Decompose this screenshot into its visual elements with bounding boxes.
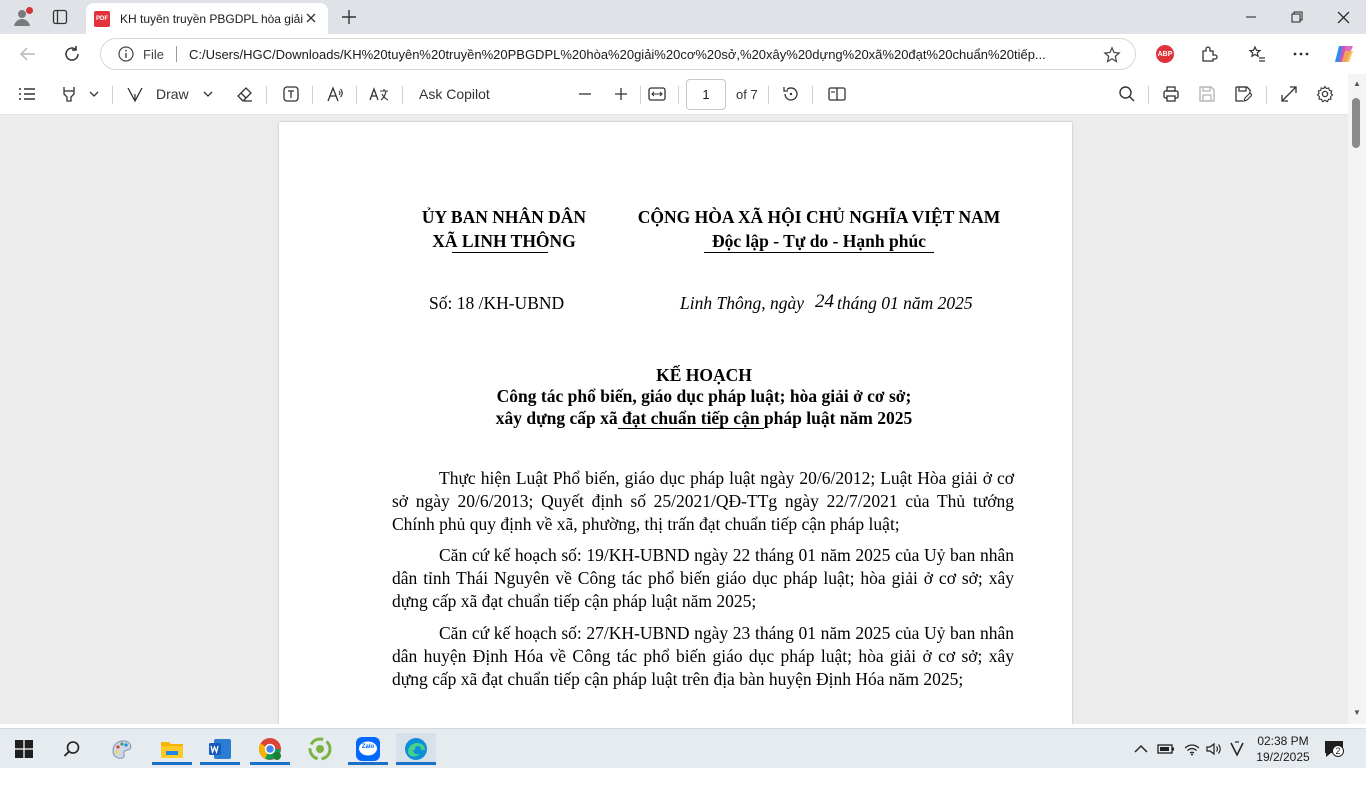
fit-to-width-button[interactable] (646, 82, 668, 106)
tab-actions-icon (52, 9, 68, 25)
adblock-extension-button[interactable] (1154, 43, 1176, 65)
chevron-down-icon (203, 90, 213, 98)
address-scheme-label: File (143, 46, 164, 62)
taskbar-app-paint[interactable] (102, 733, 142, 765)
document-date-prefix: Linh Thông, ngày (680, 293, 804, 313)
draw-options-button[interactable] (200, 82, 216, 106)
copilot-icon (1333, 43, 1355, 65)
back-button[interactable] (14, 40, 42, 68)
wifi-icon (1183, 742, 1201, 756)
windows-logo-icon (15, 740, 33, 758)
toolbar-divider (640, 86, 641, 104)
search-icon (1118, 85, 1136, 103)
word-icon (208, 737, 232, 761)
clock-time: 02:38 PM (1257, 734, 1309, 748)
tab-strip (0, 0, 1366, 34)
minimize-button[interactable] (1228, 0, 1274, 34)
commune-underline (452, 252, 548, 253)
pdf-page (279, 122, 1072, 724)
document-date-day: 24 (815, 291, 834, 312)
green-swirl-icon (308, 737, 332, 761)
close-icon (305, 12, 317, 24)
scroll-down-arrow-icon[interactable]: ▼ (1353, 707, 1361, 717)
site-info-icon[interactable] (117, 45, 135, 63)
chevron-up-icon (1134, 744, 1148, 754)
toolbar-divider (768, 86, 769, 104)
erase-button[interactable] (234, 82, 256, 106)
add-text-button[interactable] (280, 82, 302, 106)
tray-battery-button[interactable] (1156, 738, 1176, 760)
full-screen-button[interactable] (1278, 82, 1300, 106)
national-title: CỘNG HÒA XÃ HỘI CHỦ NGHĨA VIỆT NAM (637, 207, 1001, 227)
toolbar-divider (402, 86, 403, 104)
translate-button[interactable] (368, 82, 390, 106)
tab-title: KH tuyên truyền PBGDPL hòa giải (120, 11, 303, 26)
fit-width-icon (648, 87, 666, 101)
url-text[interactable]: C:/Users/HGC/Downloads/KH%20tuyên%20truyền%20PBGDPL%20hòa%20giải%20cơ%20sở,%20xây%20dựng%20xã%20đạt%20chuẩn%20tiếp... (188, 46, 1046, 62)
table-of-contents-button[interactable] (16, 82, 38, 106)
toolbar-divider (266, 86, 267, 104)
zoom-in-button[interactable] (610, 82, 632, 106)
print-button[interactable] (1160, 82, 1182, 106)
page-count-label: of 7 (736, 87, 758, 102)
document-subtitle-line1: Công tác phổ biến, giáo dục pháp luật; hòa giải ở cơ sở; (496, 386, 912, 406)
puzzle-icon (1200, 45, 1218, 63)
national-motto: Độc lập - Tự do - Hạnh phúc (712, 231, 926, 251)
taskbar-app-edge[interactable] (396, 733, 436, 765)
active-tab[interactable] (86, 3, 328, 34)
zalo-label: Zalo (361, 744, 375, 750)
ask-copilot-label: Ask Copilot (419, 86, 490, 102)
folder-icon (160, 738, 184, 760)
taskbar-app-word[interactable] (200, 733, 240, 765)
taskbar-app-zalo[interactable] (348, 733, 388, 765)
notification-center-button[interactable] (1323, 739, 1345, 759)
eraser-icon (236, 85, 254, 103)
body-paragraph-1: Thực hiện Luật Phổ biến, giáo dục pháp luật ngày 20/6/2012; Luật Hòa giải ở cơ sở ngày 20/6/2013; Quyết định số 25/2021/QĐ-TTg ngày 22/7/2021 của Thủ tướng Chính phủ quy định về xã, phường, thị trấn đạt chuẩn tiếp cận pháp luật; (392, 468, 1014, 534)
pen-icon (126, 85, 144, 103)
extensions-button[interactable] (1198, 43, 1220, 65)
printer-icon (1162, 85, 1180, 103)
screen-bottom-edge (0, 768, 1366, 786)
save-as-button[interactable] (1232, 82, 1254, 106)
refresh-button[interactable] (58, 40, 86, 68)
search-button[interactable] (52, 733, 92, 765)
toolbar-divider (112, 86, 113, 104)
page-number-input[interactable]: 1 (686, 79, 726, 110)
body-paragraph-3: Căn cứ kế hoạch số: 27/KH-UBND ngày 23 tháng 01 năm 2025 của Uỷ ban nhân dân huyện Định Hóa về Công tác phổ biến giáo dục pháp luật; hòa giải ở cơ sở; xây dựng cấp xã đạt chuẩn tiếp cận pháp luật trên địa bàn huyện Định Hóa năm 2025; (392, 623, 1014, 689)
zoom-out-button[interactable] (574, 82, 596, 106)
running-indicator (396, 762, 436, 765)
tray-network-button[interactable] (1182, 738, 1202, 760)
tray-volume-button[interactable] (1204, 738, 1224, 760)
body-paragraph-2: Căn cứ kế hoạch số: 19/KH-UBND ngày 22 tháng 01 năm 2025 của Uỷ ban nhân dân tỉnh Thái Nguyên về Công tác phổ biến giáo dục pháp luật; hòa giải ở cơ sở; xây dựng cấp xã đạt chuẩn tiếp cận pháp luật năm 2025; (392, 545, 1014, 611)
toolbar-divider (678, 86, 679, 104)
plus-icon (341, 9, 357, 25)
minus-icon (578, 87, 592, 101)
highlight-button[interactable] (58, 82, 80, 106)
system-clock[interactable] (1248, 733, 1318, 765)
chevron-down-icon (89, 90, 99, 98)
taskbar (0, 728, 1366, 768)
settings-more-button[interactable] (1290, 43, 1312, 65)
save-disk-icon (1198, 85, 1216, 103)
document-subtitle-line2: xây dựng cấp xã đạt chuẩn tiếp cận pháp luật năm 2025 (495, 408, 913, 428)
start-button[interactable] (4, 733, 44, 765)
running-indicator (200, 762, 240, 765)
back-arrow-icon (19, 45, 37, 63)
plus-icon (614, 87, 628, 101)
profile-button[interactable] (8, 4, 36, 30)
tab-actions-button[interactable] (48, 5, 72, 29)
document-number: Số: 18 /KH-UBND (429, 293, 565, 313)
tab-close-button[interactable] (304, 11, 318, 25)
toolbar-divider (1266, 86, 1267, 104)
agency-name: ỦY BAN NHÂN DÂN (421, 207, 587, 227)
save-button[interactable] (1196, 82, 1218, 106)
close-window-button[interactable] (1320, 0, 1366, 34)
close-icon (1337, 11, 1350, 24)
commune-name: XÃ LINH THÔNG (432, 231, 576, 251)
more-dots-icon (1292, 45, 1310, 63)
chrome-icon (258, 737, 282, 761)
taskbar-app-file-explorer[interactable] (152, 733, 192, 765)
refresh-icon (63, 45, 81, 63)
rotate-button[interactable] (780, 82, 802, 106)
read-aloud-button[interactable] (324, 82, 346, 106)
vertical-scrollbar[interactable] (1348, 74, 1366, 724)
running-indicator (250, 762, 290, 765)
address-bar[interactable] (100, 38, 1136, 70)
pdf-file-icon: PDF (94, 11, 110, 27)
pdf-toolbar (0, 74, 1366, 115)
ask-copilot-button[interactable] (412, 82, 498, 106)
taskbar-app-green[interactable] (300, 733, 340, 765)
favorite-star-icon[interactable] (1103, 46, 1121, 67)
adblock-icon: ABP (1156, 45, 1174, 63)
favorites-button[interactable] (1246, 43, 1268, 65)
tray-input-method-button[interactable] (1228, 738, 1246, 760)
restore-icon (1291, 11, 1303, 23)
edge-icon (404, 737, 428, 761)
search-icon (63, 740, 81, 758)
taskbar-app-chrome[interactable] (250, 733, 290, 765)
page-view-icon (828, 86, 846, 102)
motto-underline (704, 252, 934, 253)
draw-label: Draw (156, 86, 189, 102)
contents-list-icon (18, 87, 36, 101)
scroll-up-arrow-icon[interactable]: ▲ (1353, 78, 1361, 88)
copilot-button[interactable] (1332, 42, 1356, 66)
pdf-viewer[interactable] (0, 115, 1348, 724)
minimize-icon (1245, 11, 1257, 23)
document-title: KẾ HOẠCH (656, 365, 752, 385)
rotate-icon (782, 85, 800, 103)
notification-count-badge: 2 (1332, 745, 1344, 757)
running-indicator (348, 762, 388, 765)
gear-icon (1316, 85, 1334, 103)
document-date-suffix: tháng 01 năm 2025 (837, 293, 973, 313)
clock-date: 19/2/2025 (1256, 750, 1310, 764)
toolbar-divider (812, 86, 813, 104)
navigation-bar (0, 34, 1366, 74)
show-hidden-icons-button[interactable] (1132, 738, 1150, 760)
expand-icon (1280, 85, 1298, 103)
translate-icon (369, 85, 389, 103)
save-as-icon (1234, 85, 1252, 103)
vietnamese-input-icon (1229, 741, 1245, 757)
scrollbar-thumb[interactable] (1352, 98, 1360, 148)
address-separator (176, 46, 177, 62)
toolbar-divider (356, 86, 357, 104)
highlight-options-button[interactable] (86, 82, 102, 106)
favorites-list-icon (1248, 45, 1266, 63)
find-button[interactable] (1116, 82, 1138, 106)
battery-icon (1157, 742, 1175, 756)
toolbar-divider (1148, 86, 1149, 104)
read-aloud-icon (326, 85, 344, 103)
speaker-icon (1205, 742, 1223, 756)
toolbar-divider (312, 86, 313, 104)
subtitle-underline (618, 428, 764, 429)
profile-alert-dot (26, 7, 33, 14)
highlighter-icon (60, 85, 78, 103)
restore-button[interactable] (1274, 0, 1320, 34)
page-view-button[interactable] (826, 82, 848, 106)
text-box-icon (282, 85, 300, 103)
pdf-settings-button[interactable] (1314, 82, 1336, 106)
draw-button[interactable] (126, 82, 196, 106)
paint-palette-icon (110, 737, 134, 761)
new-tab-button[interactable] (338, 6, 360, 28)
running-indicator (152, 762, 192, 765)
